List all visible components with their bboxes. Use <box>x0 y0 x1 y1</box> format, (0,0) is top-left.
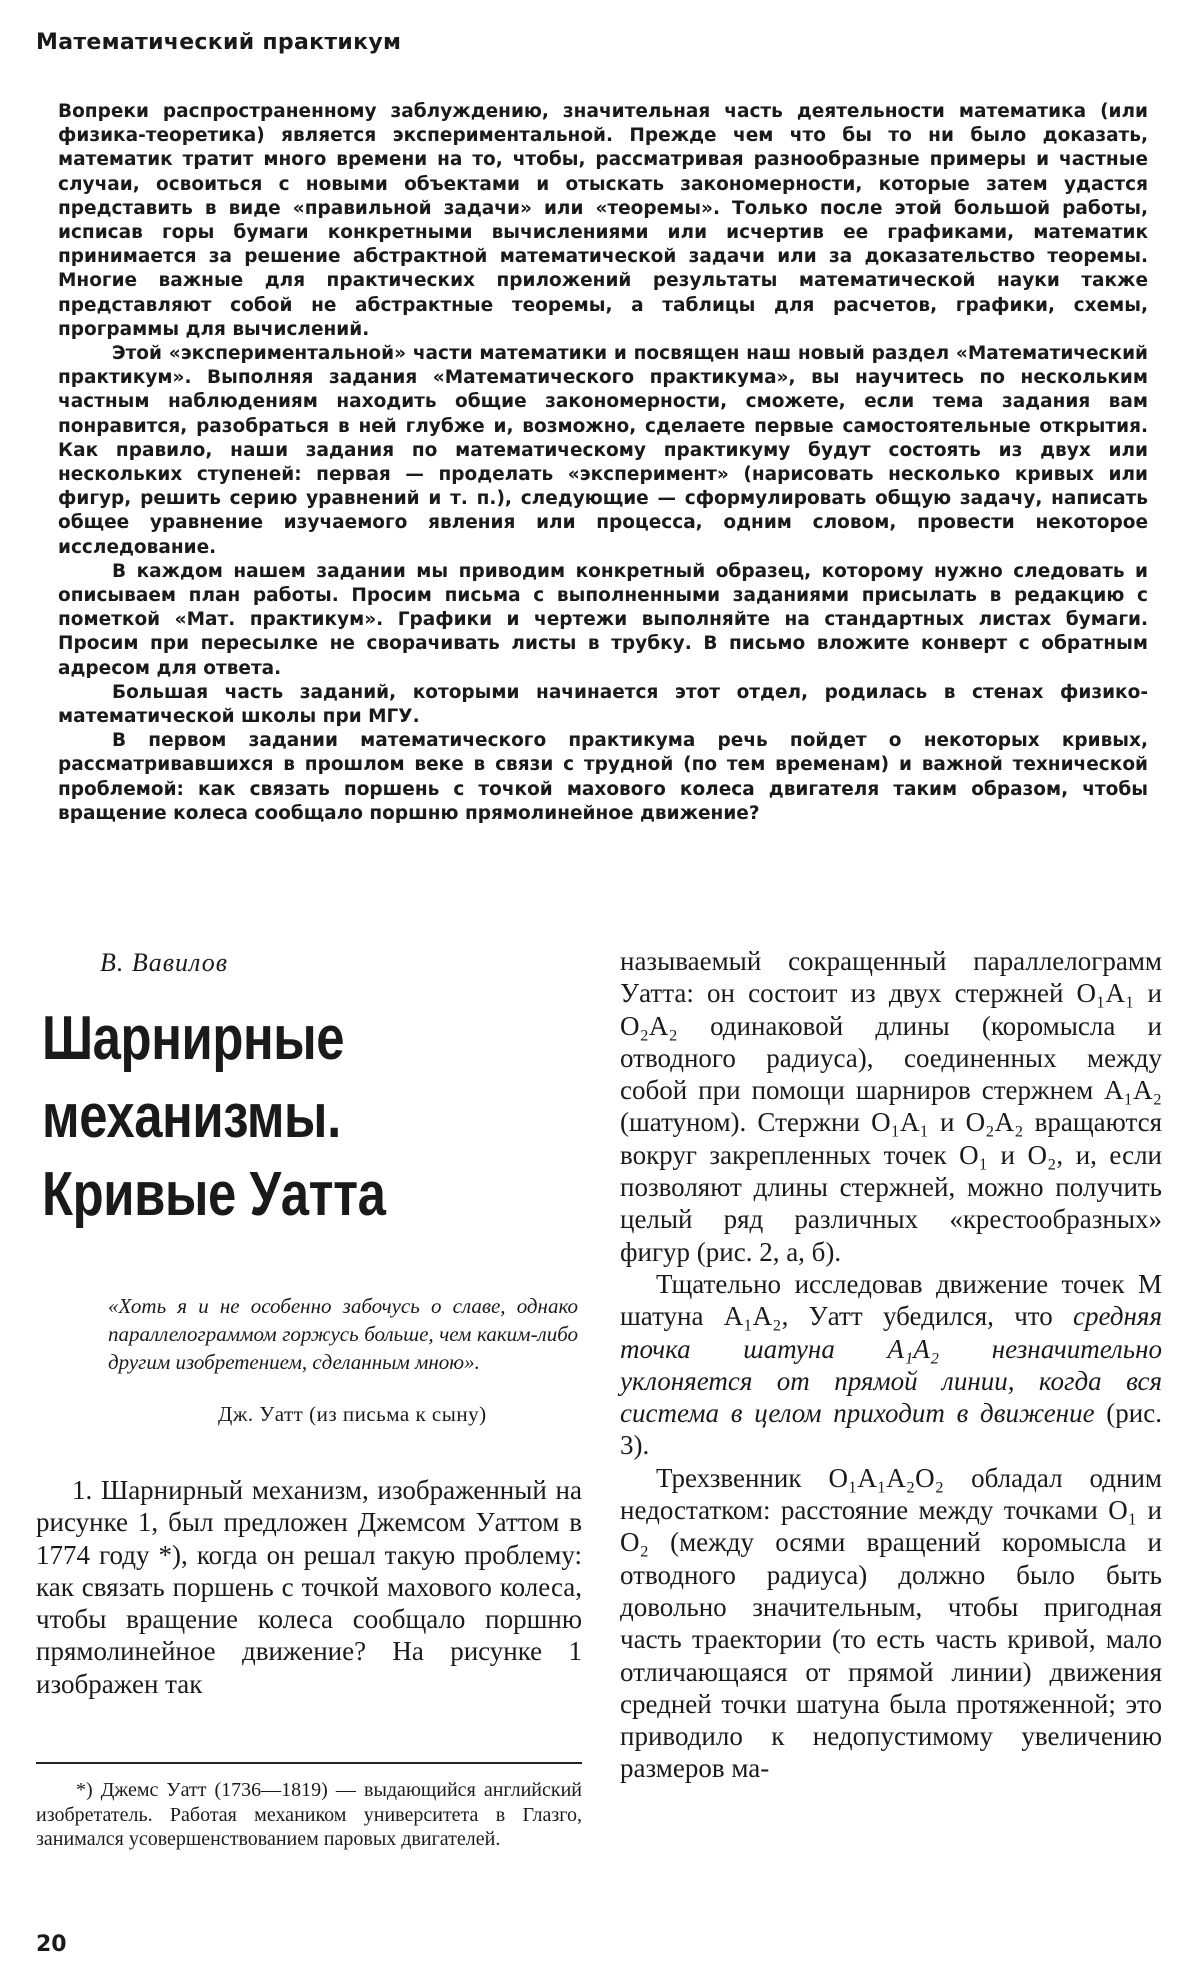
intro-paragraph: Этой «экспериментальной» части математики и посвящен наш новый раздел «Математический практикум». Выполняя задания «Математического практикума», вы научитесь по нескольким частным наблюдениям находить общие закономерности, сможете, если тема задания вам понравится, разобраться в ней глубже и, возможно, сделаете первые самостоятельные открытия. Как правило, наши задания по математическому практикуму будут состоять из двух или нескольких ступеней: первая — проделать «эксперимент» (нарисовать несколько кривых или фигур, решить серию уравнений и т. п.), следующие — сформулировать общую задачу, написать общее уравнение изучаемого явления или процесса, одним словом, провести некоторое исследование. <box>58 343 1148 558</box>
body-text: Тщательно исследовав движение точек M шатуна A₁A₂, Уатт убедился, что <box>620 1268 1162 1332</box>
epigraph-quote: «Хоть я и не особенно забочусь о славе, однако параллелограммом горжусь больше, чем каким-либо другим изобретением, сделанным мною». <box>108 1294 578 1374</box>
body-paragraph <box>620 1268 1162 1462</box>
footnote-text: *) Джемс Уатт (1736—1819) — выдающийся английский изобретатель. Работая механиком университета в Глазго, занимался усовершенствованием паровых двигателей. <box>36 1779 582 1850</box>
title-line: механизмы. <box>42 1082 341 1151</box>
intro-paragraph: В первом задании математического практикума речь пойдет о некоторых кривых, рассматривавшихся в прошлом веке в связи с трудной (по тем временам) и важной технической проблемой: как связать поршень с точкой махового колеса двигателя таким образом, чтобы вращение колеса сообщало поршню прямолинейное движение? <box>58 730 1148 824</box>
article-author: В. Вавилов <box>100 948 228 977</box>
title-line: Шарнирные <box>42 1004 345 1073</box>
body-paragraph: 1. Шарнирный механизм, изображенный на рисунке 1, был предложен Джемсом Уаттом в 1774 году *), когда он решал такую проблему: как связать поршень с точкой махового колеса, чтобы вращение колеса сообщало поршню прямолинейное движение? На рисунке 1 изображен так <box>36 1475 582 1699</box>
page-number: 20 <box>36 1932 67 1957</box>
footnote-divider <box>36 1762 582 1764</box>
intro-block <box>58 100 1148 826</box>
article-title <box>42 1000 501 1234</box>
body-paragraph: называемый сокращенный параллелограмм Уатта: он состоит из двух стержней O₁A₁ и O₂A₂ одинаковой длины (коромысла и отводного радиуса), соединенных между собой при помощи шарниров стержнем A₁A₂ (шатуном). Стержни O₁A₁ и O₂A₂ вращаются вокруг закрепленных точек O₁ и O₂, и, если позволяют длины стержней, можно получить целый ряд различных «крестообразных» фигур (рис. 2, а, б). <box>620 946 1162 1267</box>
title-line: Кривые Уатта <box>42 1160 386 1229</box>
section-header: Математический практикум <box>36 30 402 55</box>
left-column <box>36 1474 582 1700</box>
epigraph-source: Дж. Уатт (из письма к сыну) <box>218 1402 487 1426</box>
footnote <box>36 1778 582 1852</box>
right-column <box>620 945 1162 1785</box>
intro-paragraph: Большая часть заданий, которыми начинается этот отдел, родилась в стенах физико-математической школы при МГУ. <box>58 681 1148 728</box>
intro-paragraph: В каждом нашем задании мы приводим конкретный образец, которому нужно следовать и описываем план работы. Просим письма с выполненными заданиями присылать в редакцию с пометкой «Мат. практикум». Графики и чертежи выполняйте на стандартных листах бумаги. Просим при пересылке не сворачивать листы в трубку. В письмо вложите конверт с обратным адресом для ответа. <box>58 560 1148 679</box>
body-paragraph: Трехзвенник O₁A₁A₂O₂ обладал одним недостатком: расстояние между точками O₁ и O₂ (между осями вращений коромысла и отводного радиуса) должно было быть довольно значительным, чтобы пригодная часть траектории (то есть часть кривой, мало отличающаяся от прямой линии) движения средней точки шатуна была протяженной; это приводило к недопустимому увеличению размеров ма- <box>620 1462 1162 1784</box>
emphasis-text: средняя точка шатуна A₁A₂ незначительно уклоняется от прямой линии, когда вся система в целом приходит в движение <box>620 1301 1162 1429</box>
body-text: (рис. 3). <box>620 1398 1162 1461</box>
intro-paragraph: Вопреки распространенному заблуждению, значительная часть деятельности математика (или физика-теоретика) является экспериментальной. Прежде чем что бы то ни было доказать, математик тратит много времени на то, чтобы, рассматривая разнообразные примеры и частные случаи, освоиться с новыми объектами и отыскать закономерности, которые затем удастся представить в виде «правильной задачи» или «теоремы». Только после этой большой работы, исписав горы бумаги конкретными вычислениями или исчертив ее графиками, математик принимается за решение абстрактной математической задачи или за доказательство теоремы. Многие важные для практических приложений результаты математической науки также представляют собой не абстрактные теоремы, а таблицы для расчетов, графики, схемы, программы для вычислений. <box>58 101 1148 340</box>
